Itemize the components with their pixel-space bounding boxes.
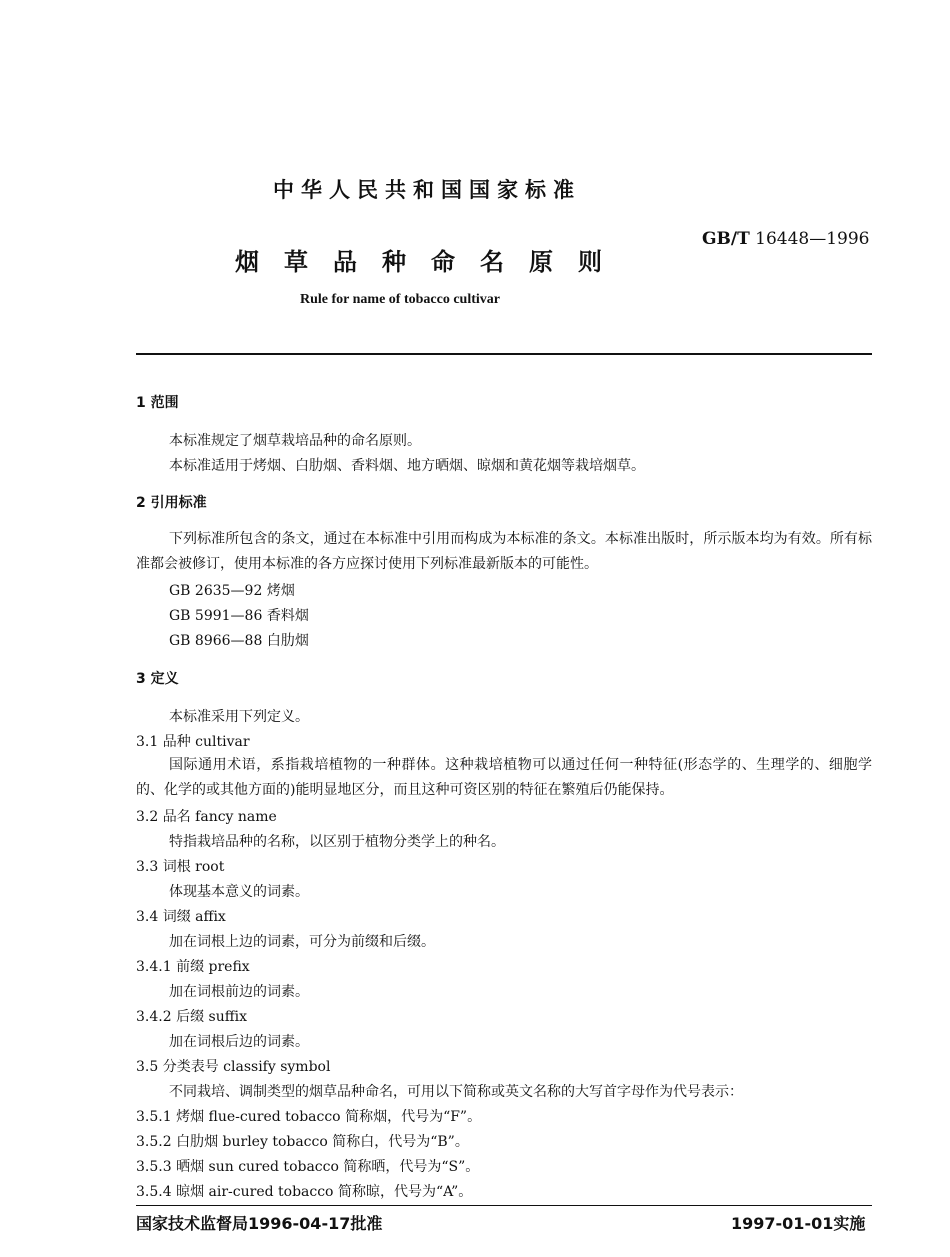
section-1-paragraph-1: 本标准规定了烟草栽培品种的命名原则。 xyxy=(169,433,421,449)
section-2-paragraph: 下列标准所包含的条文，通过在本标准中引用而构成为本标准的条文。本标准出版时，所示版本均为有效。所有标准都会被修订，使用本标准的各方应探讨使用下列标准最新版本的可能性。 xyxy=(136,531,872,572)
definition-3-4-1-body: 加在词根前边的词素。 xyxy=(169,984,309,1000)
definition-3-4-term: 3.4 词缀 affix xyxy=(136,909,226,925)
effective-date: 1997-01-01实施 xyxy=(731,1214,866,1233)
section-2-heading: 2 引用标准 xyxy=(136,495,207,511)
definition-3-5-1: 3.5.1 烤烟 flue-cured tobacco 简称烟，代号为“F”。 xyxy=(136,1109,482,1125)
section-1-heading: 1 范围 xyxy=(136,395,179,411)
definition-3-5-3: 3.5.3 晒烟 sun cured tobacco 简称晒，代号为“S”。 xyxy=(136,1159,480,1175)
definition-3-5-body: 不同栽培、调制类型的烟草品种命名，可用以下简称或英文名称的大写首字母作为代号表示： xyxy=(169,1084,743,1100)
reference-item: GB 2635—92 烤烟 xyxy=(169,583,295,599)
definition-3-5-term: 3.5 分类表号 classify symbol xyxy=(136,1059,331,1075)
definition-3-2-body: 特指栽培品种的名称，以区别于植物分类学上的种名。 xyxy=(169,834,505,850)
definition-3-1-body: 国际通用术语，系指栽培植物的一种群体。这种栽培植物可以通过任何一种特征(形态学的、生理学的、细胞学的、化学的或其他方面的)能明显地区分，而且这种可资区别的特征在繁殖后仍能保持。 xyxy=(136,757,872,798)
issuing-body: 中华人民共和国国家标准 xyxy=(273,178,581,202)
definition-3-1-term: 3.1 品种 cultivar xyxy=(136,734,250,750)
section-1-paragraph-2: 本标准适用于烤烟、白肋烟、香料烟、地方晒烟、晾烟和黄花烟等栽培烟草。 xyxy=(169,458,645,474)
header-rule xyxy=(136,353,872,355)
section-3-intro: 本标准采用下列定义。 xyxy=(169,709,309,725)
document-title: 烟草品种命名原则 xyxy=(235,248,627,276)
definition-3-3-body: 体现基本意义的词素。 xyxy=(169,884,309,900)
definition-3-4-2-body: 加在词根后边的词素。 xyxy=(169,1034,309,1050)
definition-3-5-4: 3.5.4 晾烟 air-cured tobacco 简称晾，代号为“A”。 xyxy=(136,1184,473,1200)
definition-3-4-1-term: 3.4.1 前缀 prefix xyxy=(136,959,250,975)
definition-3-4-2-term: 3.4.2 后缀 suffix xyxy=(136,1009,248,1025)
standard-code xyxy=(702,229,870,249)
footer-rule xyxy=(136,1205,872,1206)
definition-3-5-2: 3.5.2 白肋烟 burley tobacco 简称白，代号为“B”。 xyxy=(136,1134,469,1150)
definition-3-3-term: 3.3 词根 root xyxy=(136,859,225,875)
approval-note: 国家技术监督局1996-04-17批准 xyxy=(136,1214,383,1233)
definition-3-2-term: 3.2 品名 fancy name xyxy=(136,809,277,825)
code-number: 16448—1996 xyxy=(755,229,870,249)
code-prefix: GB/T xyxy=(702,229,750,249)
reference-item: GB 8966—88 白肋烟 xyxy=(169,633,309,649)
reference-item: GB 5991—86 香料烟 xyxy=(169,608,309,624)
definition-3-4-body: 加在词根上边的词素，可分为前缀和后缀。 xyxy=(169,934,435,950)
section-3-heading: 3 定义 xyxy=(136,671,179,687)
document-subtitle: Rule for name of tobacco cultivar xyxy=(300,292,500,307)
